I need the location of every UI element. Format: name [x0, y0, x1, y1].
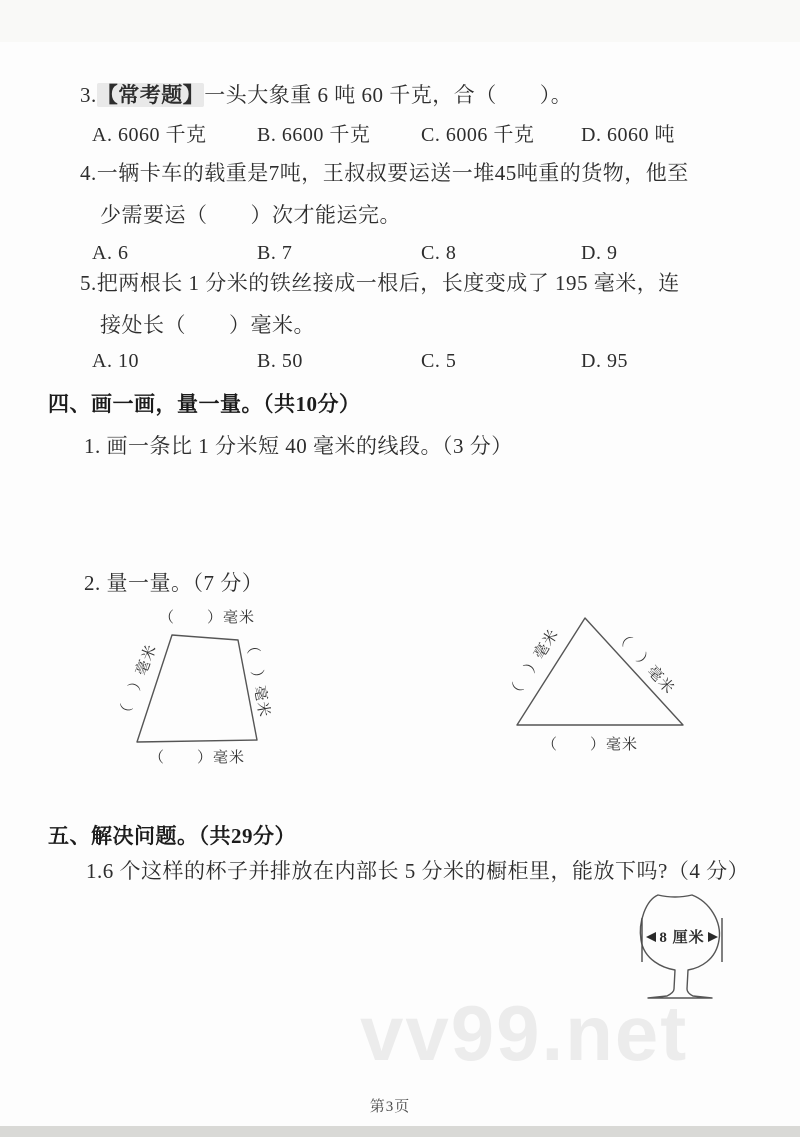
section-5-header: 五、解决问题。（共29分） — [48, 824, 296, 848]
triangle-right-label: （ ）毫米 — [611, 627, 677, 698]
triangle-bottom-label: （ ）毫米 — [541, 737, 639, 753]
option: B. 6600 千克 — [257, 124, 371, 146]
cup-diameter-label: 8 厘米 — [659, 930, 705, 946]
left-arrow-icon — [646, 932, 656, 942]
question-3-number: 3. — [80, 83, 97, 107]
option: D. 9 — [581, 242, 618, 264]
option: A. 10 — [92, 350, 139, 372]
question-3-text: 一头大象重 6 吨 60 千克，合（ ）。 — [204, 83, 573, 107]
section-5-item-1: 1.6 个这样的杯子并排放在内部长 5 分米的橱柜里，能放下吗?（4 分） — [86, 859, 750, 883]
triangle-left-label: （ ）毫米 — [505, 626, 563, 703]
question-5-line1: 5.把两根长 1 分米的铁丝接成一根后，长度变成了 195 毫米，连 — [80, 271, 680, 295]
section-4-item-2: 2. 量一量。（7 分） — [84, 571, 264, 595]
scan-bottom-edge — [0, 1126, 800, 1137]
section-4-item-1: 1. 画一条比 1 分米短 40 毫米的线段。（3 分） — [84, 434, 513, 458]
option: A. 6060 千克 — [92, 124, 207, 146]
question-3-options — [0, 118, 800, 146]
question-5-options — [0, 350, 800, 378]
question-5-line2: 接处长（ ）毫米。 — [100, 313, 315, 337]
question-3 — [80, 82, 572, 108]
option: A. 6 — [92, 242, 129, 264]
cup-figure — [618, 886, 733, 1004]
page-number: 第3页 — [369, 1099, 411, 1115]
trapezoid-bottom-label: （ ）毫米 — [148, 750, 246, 766]
question-4-options — [0, 242, 800, 270]
section-4-header: 四、画一画，量一量。（共10分） — [48, 392, 361, 416]
trapezoid-left-label: （ ）毫米 — [115, 642, 161, 723]
option: D. 95 — [581, 350, 628, 372]
option: B. 50 — [257, 350, 303, 372]
option: C. 5 — [421, 350, 457, 372]
option: C. 6006 千克 — [421, 124, 535, 146]
option: C. 8 — [421, 242, 457, 264]
trapezoid-figure — [90, 598, 320, 783]
watermark: vv99.net — [360, 989, 689, 1077]
question-4-line2: 少需要运（ ）次才能运完。 — [100, 203, 401, 227]
option: B. 7 — [257, 242, 293, 264]
trapezoid-top-label: （ ）毫米 — [158, 610, 256, 626]
question-4-line1: 4.一辆卡车的载重是7吨，王叔叔要运送一堆45吨重的货物，他至 — [80, 161, 689, 185]
scan-top-edge — [0, 0, 800, 42]
trapezoid-right-label: （ ）毫米 — [242, 637, 272, 719]
question-3-tag: 【常考题】 — [96, 83, 205, 107]
option: D. 6060 吨 — [581, 124, 675, 146]
triangle-figure — [468, 598, 733, 763]
right-arrow-icon — [708, 932, 718, 942]
cup-shape — [640, 895, 719, 998]
drawing-answer-space — [84, 460, 724, 560]
